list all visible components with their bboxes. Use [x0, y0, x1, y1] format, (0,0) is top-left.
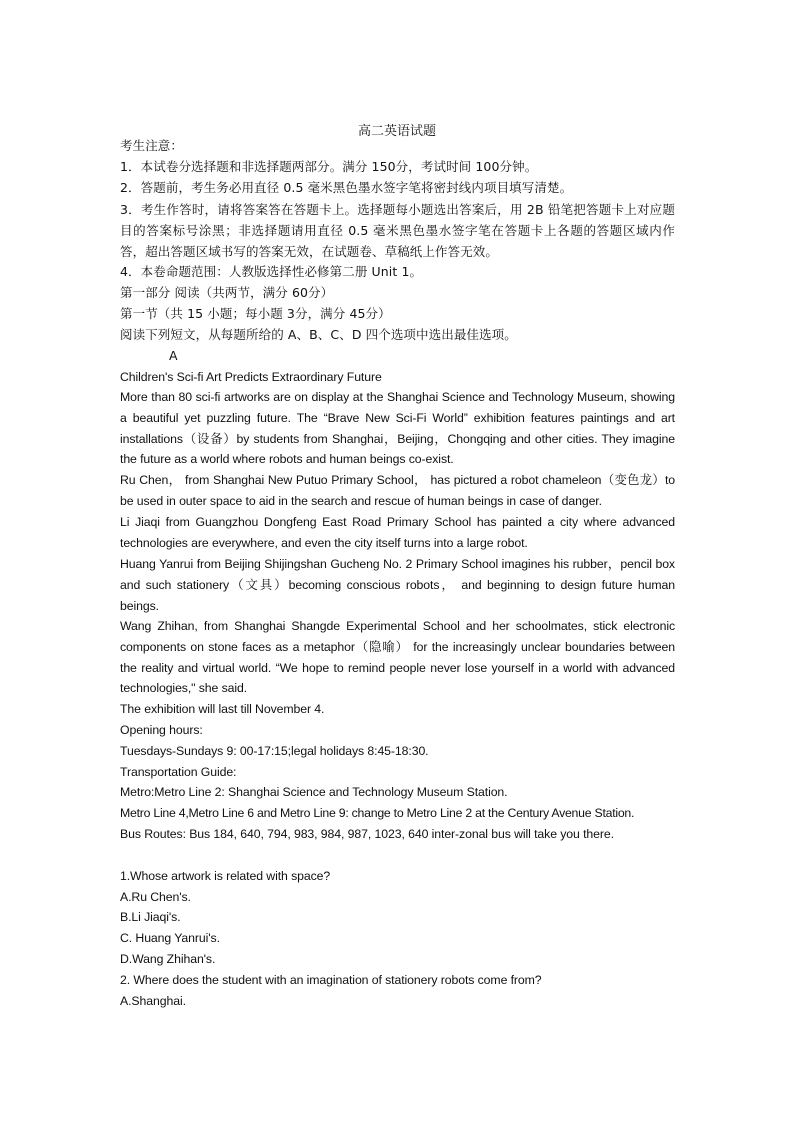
- section-heading: 第一节（共 15 小题；每小题 3分，满分 45分）: [120, 306, 391, 321]
- notice-3: 3．考生作答时，请将答案答在答题卡上。选择题每小题选出答案后，用 2B 铅笔把答题卡上对应题目的答案标号涂黑；非选择题请用直径 0.5 毫米黑色墨水签字笔在答题卡上各题的答题区域内作答，超出答题区域书写的答案无效，在试题卷、草稿纸上作答无效。: [120, 202, 675, 259]
- question-1-option-d: D.Wang Zhihan's.: [120, 952, 216, 966]
- notice-1: 1．本试卷分选择题和非选择题两部分。满分 150分，考试时间 100分钟。: [120, 159, 538, 174]
- paragraph-5: Wang Zhihan, from Shanghai Shangde Experimental School and her schoolmates, stick electronic components on stone faces as a metaphor（隐喻） for the increasingly unclear boundaries between the reality and virtual world. “We hope to remind people never lose yourself in a world with advanced technologies," she said.: [120, 619, 675, 696]
- question-1-option-b: B.Li Jiaqi's.: [120, 910, 181, 924]
- question-2-option-a: A.Shanghai.: [120, 994, 186, 1008]
- paragraph-1: More than 80 sci-fi artworks are on display at the Shanghai Science and Technology Museum, showing a beautiful yet puzzling future. The “Brave New Sci-Fi World” exhibition features paintings and art installations（设备）by students from Shanghai，Beijing，Chongqing and other cities. They imagine the future as a world where robots and human beings co-exist.: [120, 390, 675, 467]
- question-1-option-a: A.Ru Chen's.: [120, 890, 191, 904]
- metro-line-2: Metro:Metro Line 2: Shanghai Science and Technology Museum Station.: [120, 785, 508, 799]
- notice-4: 4．本卷命题范围：人教版选择性必修第二册 Unit 1。: [120, 264, 423, 279]
- metro-transfer: Metro Line 4,Metro Line 6 and Metro Line 9: change to Metro Line 2 at the Century Avenue Station.: [120, 806, 635, 820]
- instruction: 阅读下列短文，从每题所给的 A、B、C、D 四个选项中选出最佳选项。: [120, 327, 517, 342]
- page-title: 高二英语试题: [357, 124, 436, 139]
- notice-2: 2．答题前，考生务必用直径 0.5 毫米黑色墨水签字笔将密封线内项目填写清楚。: [120, 180, 573, 195]
- notice-heading: 考生注意：: [120, 138, 184, 153]
- passage-label: A: [169, 348, 178, 363]
- part-heading: 第一部分 阅读（共两节，满分 60分）: [120, 285, 334, 300]
- opening-hours: Tuesdays-Sundays 9: 00-17:15;legal holidays 8:45-18:30.: [120, 744, 429, 758]
- bus-routes: Bus Routes: Bus 184, 640, 794, 983, 984, 987, 1023, 640 inter-zonal bus will take you there.: [120, 827, 614, 841]
- paragraph-3: Li Jiaqi from Guangzhou Dongfeng East Road Primary School has painted a city where advanced technologies are everywhere, and even the city itself turns into a large robot.: [120, 515, 675, 550]
- opening-hours-label: Opening hours:: [120, 723, 203, 737]
- passage-title: Children's Sci-fi Art Predicts Extraordinary Future: [120, 370, 382, 384]
- paragraph-4: Huang Yanrui from Beijing Shijingshan Gucheng No. 2 Primary School imagines his rubber，pencil box and such stationery（文具）becoming conscious robots， and beginning to design future human beings.: [120, 557, 675, 613]
- transport-label: Transportation Guide:: [120, 765, 237, 779]
- paragraph-2: Ru Chen， from Shanghai New Putuo Primary School， has pictured a robot chameleon（变色龙）to be used in outer space to aid in the search and rescue of human beings in case of danger.: [120, 473, 675, 508]
- question-1-option-c: C. Huang Yanrui's.: [120, 931, 220, 945]
- exhibition-end: The exhibition will last till November 4.: [120, 702, 325, 716]
- question-2-stem: 2. Where does the student with an imagination of stationery robots come from?: [120, 973, 542, 987]
- question-1-stem: 1.Whose artwork is related with space?: [120, 869, 331, 883]
